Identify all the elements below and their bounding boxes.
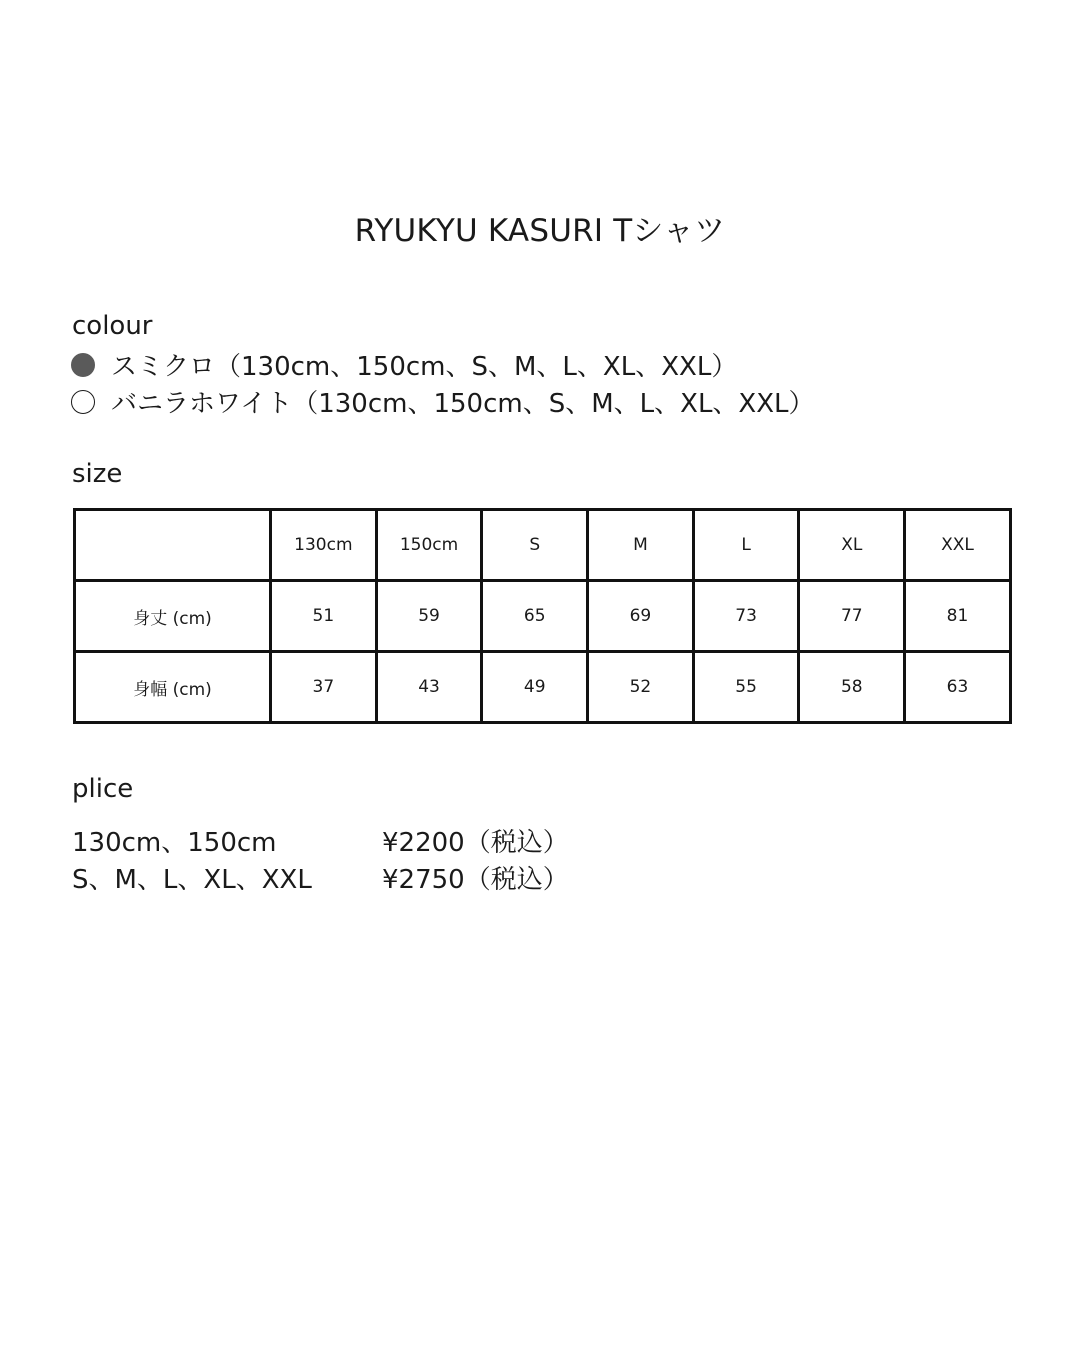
table-cell: 49 <box>482 652 588 723</box>
colour-option-vanilla-white <box>71 383 815 420</box>
table-cell: 73 <box>693 581 799 652</box>
size-header-row <box>75 510 1011 581</box>
row-label-width: 身幅 (cm) <box>75 652 271 723</box>
table-row <box>75 652 1011 723</box>
table-cell: 81 <box>905 581 1011 652</box>
header-cell-empty <box>75 510 271 581</box>
price-sizes: 130cm、150cm <box>72 828 277 858</box>
size-heading: size <box>72 459 123 489</box>
header-cell-130cm: 130cm <box>271 510 377 581</box>
colour-option-sumikuro <box>71 346 737 383</box>
header-cell-xl: XL <box>799 510 905 581</box>
price-heading: plice <box>72 774 134 804</box>
header-cell-l: L <box>693 510 799 581</box>
filled-circle-icon <box>71 353 95 377</box>
colour-heading: colour <box>72 311 153 341</box>
colour-option-label: バニラホワイト（130cm、150cm、S、M、L、XL、XXL） <box>111 389 815 419</box>
row-label-length: 身丈 (cm) <box>75 581 271 652</box>
table-cell: 43 <box>376 652 482 723</box>
colour-option-label: スミクロ（130cm、150cm、S、M、L、XL、XXL） <box>111 352 738 382</box>
table-cell: 77 <box>799 581 905 652</box>
header-cell-150cm: 150cm <box>376 510 482 581</box>
table-cell: 52 <box>588 652 694 723</box>
table-cell: 37 <box>271 652 377 723</box>
table-cell: 51 <box>271 581 377 652</box>
price-row <box>72 859 569 896</box>
table-cell: 59 <box>376 581 482 652</box>
table-cell: 58 <box>799 652 905 723</box>
price-row <box>72 822 569 859</box>
size-table <box>73 508 1012 724</box>
header-cell-xxl: XXL <box>905 510 1011 581</box>
header-cell-s: S <box>482 510 588 581</box>
header-cell-m: M <box>588 510 694 581</box>
table-cell: 65 <box>482 581 588 652</box>
table-row <box>75 581 1011 652</box>
price-amount: ¥2200（税込） <box>382 828 569 858</box>
table-cell: 63 <box>905 652 1011 723</box>
empty-circle-icon <box>71 390 95 414</box>
page-title: RYUKYU KASURI Tシャツ <box>354 213 726 249</box>
table-cell: 55 <box>693 652 799 723</box>
price-amount: ¥2750（税込） <box>382 865 569 895</box>
price-sizes: S、M、L、XL、XXL <box>72 865 312 895</box>
table-cell: 69 <box>588 581 694 652</box>
